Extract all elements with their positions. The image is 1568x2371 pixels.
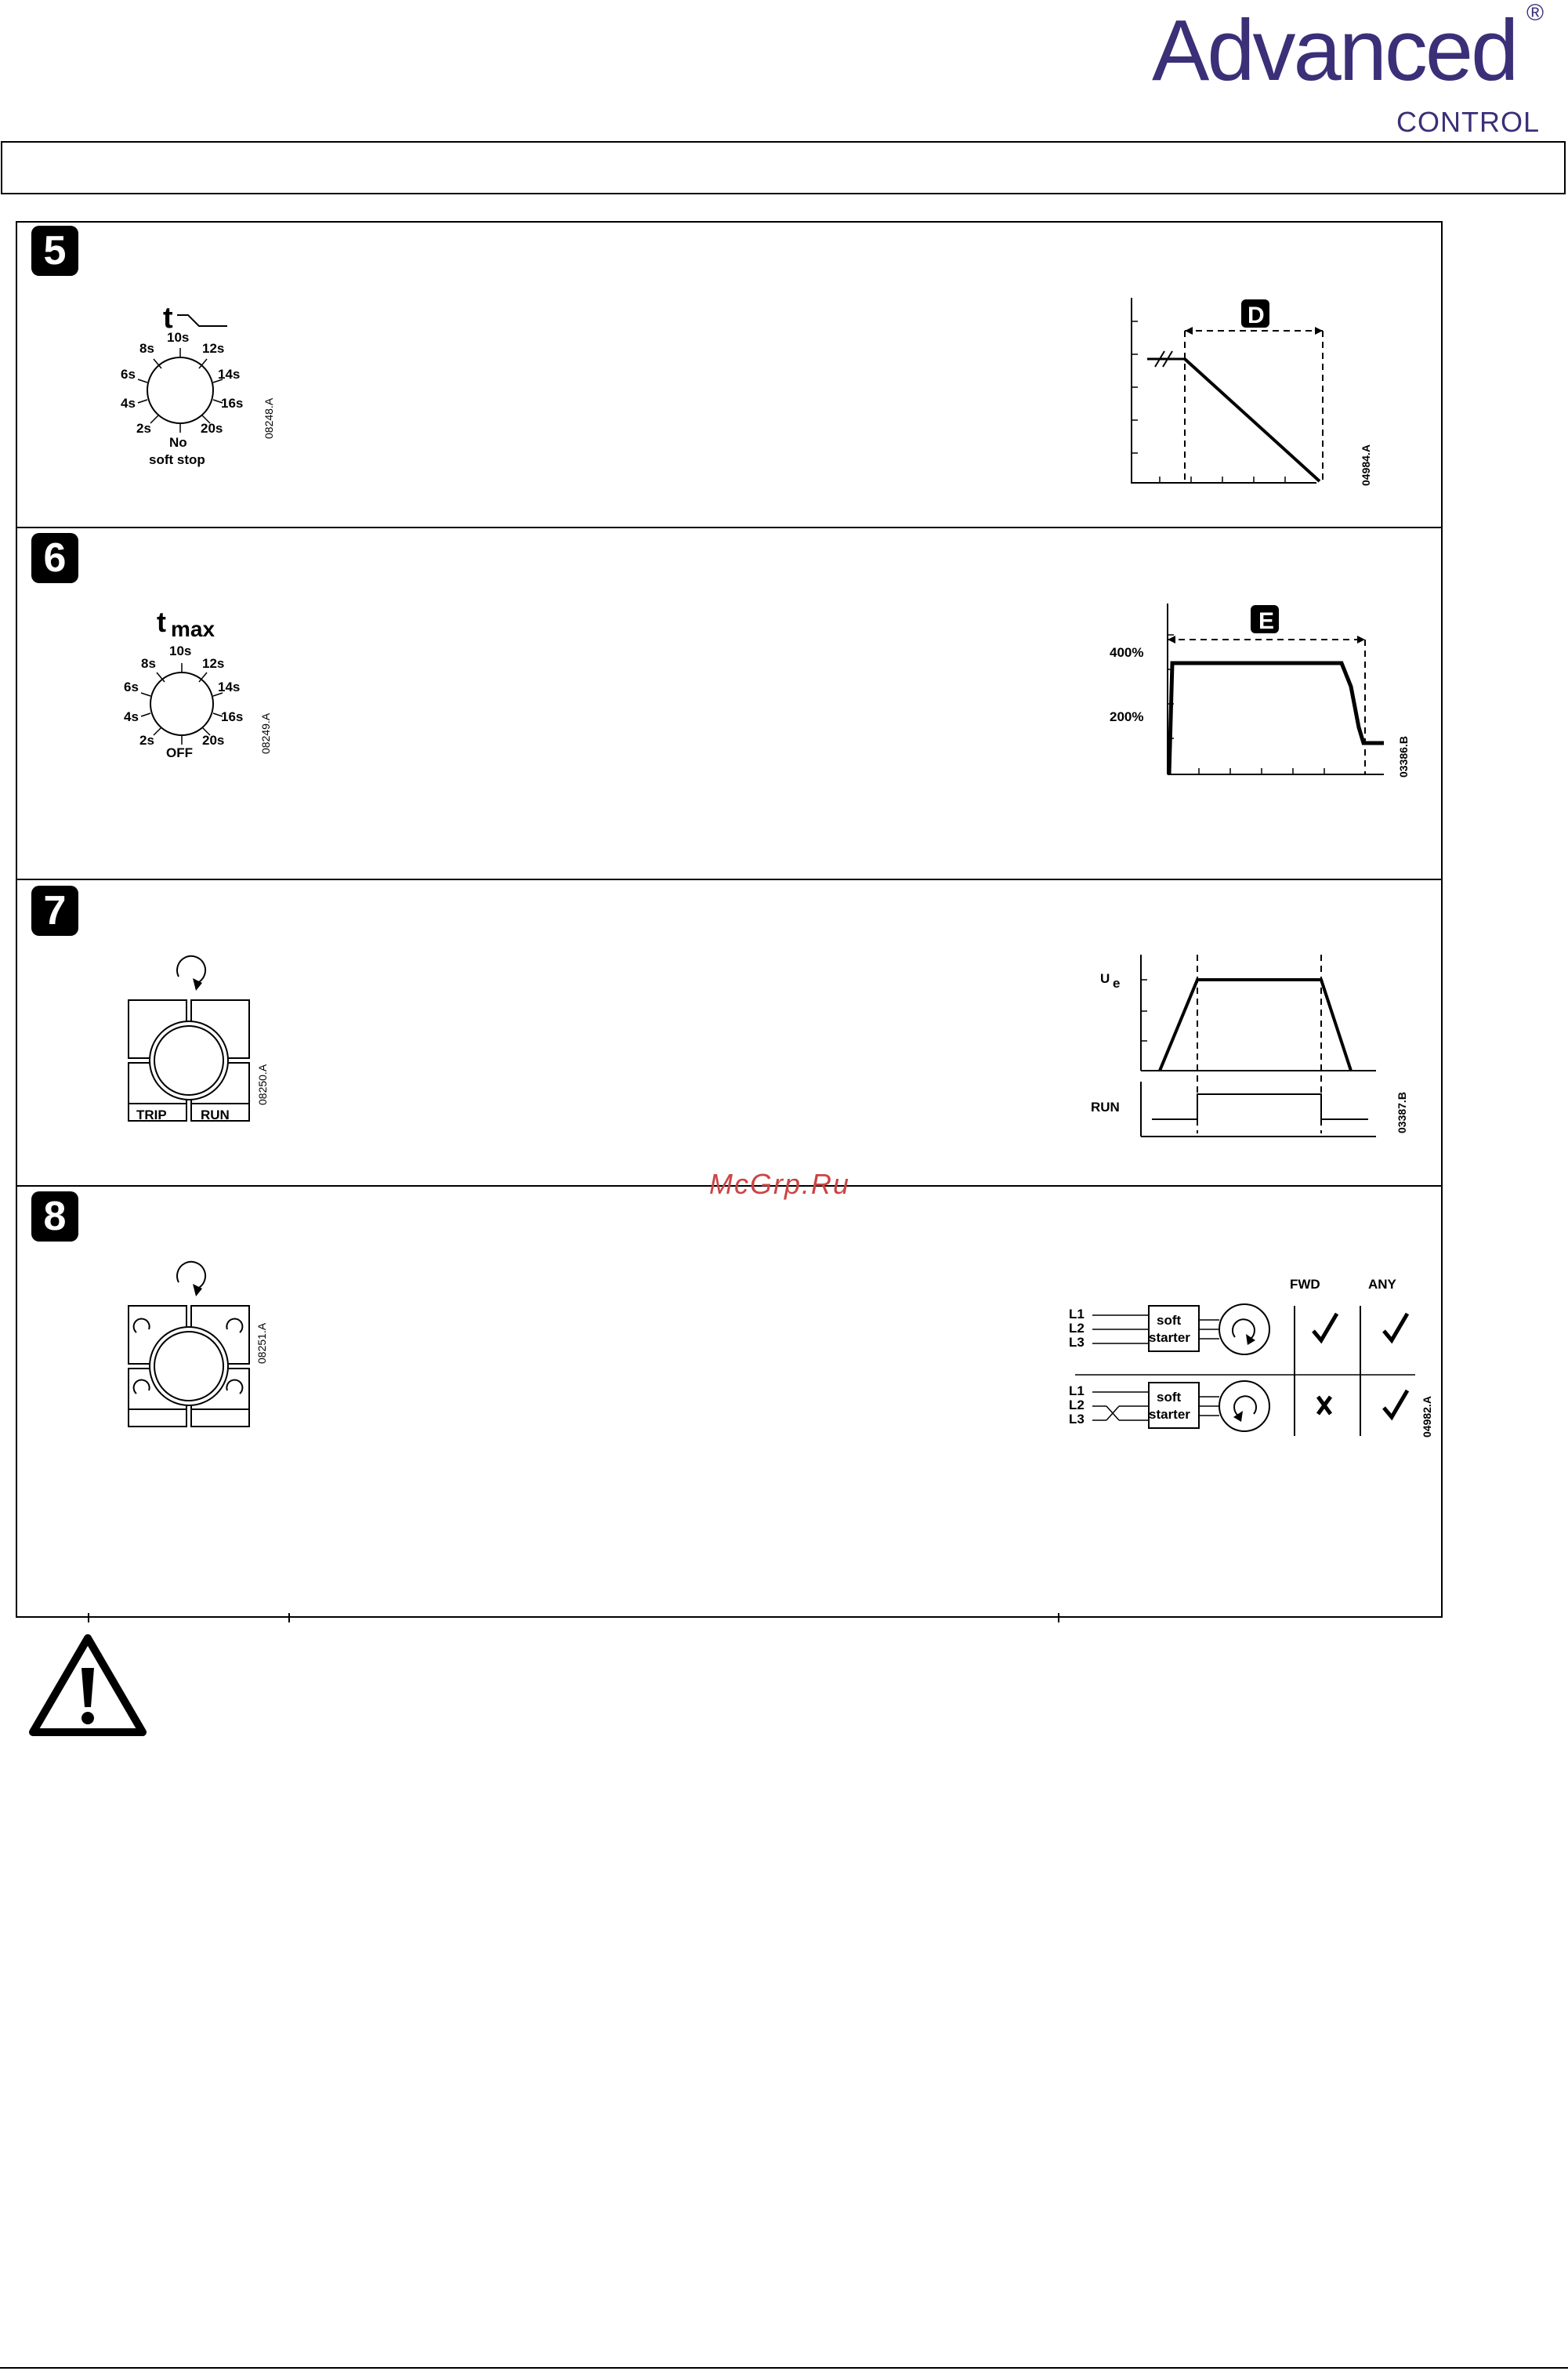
soft-stop-dial [110,298,298,478]
dial-label: 14s [218,367,241,382]
line-label: L3 [1069,1412,1085,1427]
y-label-200: 200% [1110,709,1144,724]
step-6-badge: 6 [31,533,78,583]
y-label-sub: e [1113,976,1121,991]
soft-stop-graph [1128,290,1387,494]
registered-mark: ® [1526,0,1544,26]
ramp-down-icon [177,315,227,326]
motor-icon [1219,1304,1269,1354]
voltage-curve [1160,980,1351,1071]
run-relay-signal [1152,1094,1368,1119]
dial-knob [147,357,213,423]
check-icon [1384,1390,1407,1417]
dial-sub-label: soft stop [149,452,205,467]
dial-label: 6s [121,367,136,382]
dial-knob [150,673,213,735]
dial-label: 10s [167,330,190,345]
dial-label: 10s [169,644,192,658]
figure-code: 08251.A [255,1322,268,1364]
section-separator [16,527,1443,528]
line-label: L3 [1069,1335,1085,1350]
figure-code: 03387.B [1396,1092,1408,1133]
line-label: L2 [1069,1398,1085,1412]
line-label: L1 [1069,1307,1085,1321]
figure-code: 08250.A [256,1064,269,1105]
dial-symbol: t [163,302,173,335]
step-5-badge: 5 [31,226,78,276]
column-mark [1058,1613,1059,1622]
section-separator [16,879,1443,880]
dial-label: 20s [201,421,223,436]
column-mark [88,1613,89,1622]
dial-label: 16s [221,709,244,724]
cross-icon [1318,1397,1331,1414]
dial-label: 2s [139,733,154,748]
trip-run-switch [118,948,290,1137]
dial-label: 6s [124,680,139,694]
run-relay-graph [1081,948,1410,1144]
box-label: soft [1157,1313,1182,1328]
figure-code: 04982.A [1421,1396,1433,1437]
dial-label: 2s [136,421,151,436]
dial-label: 16s [221,396,244,411]
switch-knob [154,1332,223,1401]
header-any: ANY [1368,1277,1396,1292]
figure-code: 08249.A [259,712,272,754]
dial-label: OFF [166,745,193,760]
figure-code: 04984.A [1360,444,1372,486]
current-limit-graph [1097,596,1410,784]
box-label: starter [1149,1330,1190,1345]
dial-symbol: t [157,606,166,638]
dial-label: No [169,435,187,450]
rotate-cw-icon [177,1262,205,1289]
dial-label: 20s [202,733,225,748]
dial-label: 12s [202,341,225,356]
rotate-cw-icon [177,956,205,983]
run-axis-label: RUN [1091,1100,1120,1115]
column-mark [288,1613,290,1622]
dial-label: 4s [124,709,139,724]
switch-knob [154,1026,223,1095]
footer-rule [0,2367,1568,2369]
graph-marker: E [1258,608,1275,634]
dial-label: 8s [141,656,156,671]
check-icon [1313,1314,1337,1340]
line-label: L2 [1069,1321,1085,1336]
header-fwd: FWD [1290,1277,1320,1292]
dial-label: 14s [218,680,241,694]
brand-subtitle: CONTROL [1396,106,1541,138]
motor-icon [1219,1381,1269,1431]
trip-label: TRIP [136,1108,167,1122]
title-bar [1,141,1566,194]
y-label-400: 400% [1110,645,1144,660]
figure-code: 08248.A [263,397,275,439]
dial-symbol-sub: max [171,617,215,641]
max-start-time-dial [110,604,298,776]
brand-logo: Advanced [1152,2,1517,99]
deceleration-line [1185,359,1320,481]
dial-label: 12s [202,656,225,671]
graph-marker: D [1248,303,1265,328]
current-curve [1169,663,1384,774]
phase-rotation-table [1066,1262,1442,1450]
watermark: McGrp.Ru [709,1168,851,1200]
step-7-badge: 7 [31,886,78,936]
figure-code: 03386.B [1397,736,1410,778]
warning-icon [25,1630,150,1740]
y-label: U [1100,971,1110,986]
step-8-badge: 8 [31,1191,78,1242]
box-label: starter [1149,1407,1190,1422]
box-label: soft [1157,1390,1182,1405]
run-label: RUN [201,1108,230,1122]
dial-label: 8s [139,341,154,356]
line-label: L1 [1069,1383,1085,1398]
check-icon [1384,1314,1407,1340]
dial-label: 4s [121,396,136,411]
